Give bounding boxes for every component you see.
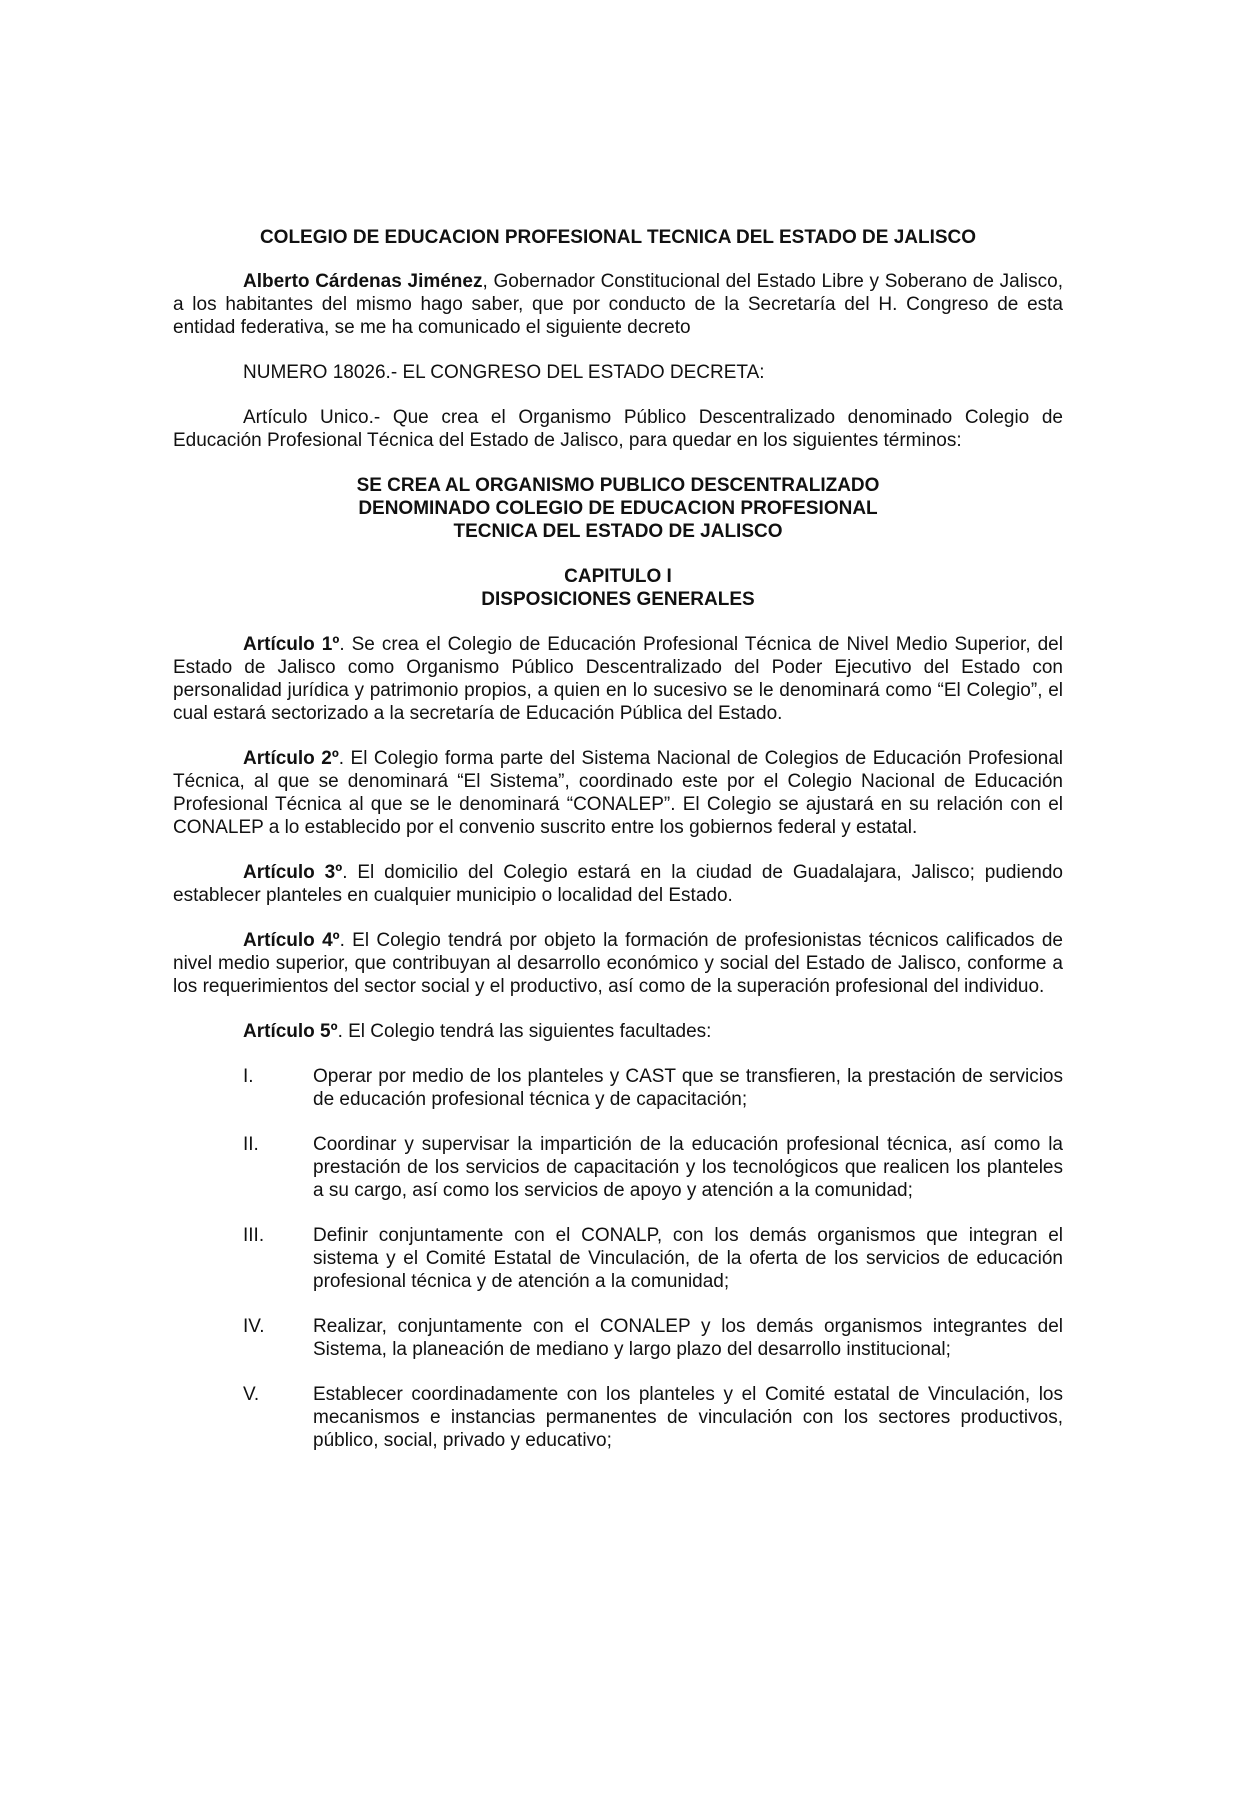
articulo-unico: Artículo Unico.- Que crea el Organismo Público Descentralizado denominado Colegio de Educación Profesional Técnica del Estado de Jalisco, para quedar en los siguientes términos: xyxy=(173,407,1063,451)
article-text: . El Colegio forma parte del Sistema Nacional de Colegios de Educación Profesional Técnica, al que se denominará “El Sistema”, coordinado este por el Colegio Nacional de Educación Profesional Técnica al que se le denominará “CONALEP”. El Colegio se ajustará en su relación con el CONALEP a lo establecido por el convenio suscrito entre los gobiernos federal y estatal. xyxy=(173,748,1063,838)
list-item xyxy=(173,1133,1063,1202)
article-2 xyxy=(173,747,1063,839)
creation-title-line: TECNICA DEL ESTADO DE JALISCO xyxy=(453,521,783,542)
article-5 xyxy=(173,1020,1063,1043)
facultades-list xyxy=(173,1065,1063,1452)
list-numeral: II. xyxy=(243,1134,259,1155)
list-numeral: IV. xyxy=(243,1316,265,1337)
list-item xyxy=(173,1224,1063,1293)
article-4 xyxy=(173,929,1063,998)
list-item xyxy=(173,1065,1063,1111)
chapter-name: DISPOSICIONES GENERALES xyxy=(481,589,755,610)
creation-title-line: DENOMINADO COLEGIO DE EDUCACION PROFESIONAL xyxy=(358,498,878,519)
governor-name: Alberto Cárdenas Jiménez xyxy=(243,271,483,292)
article-label: Artículo 1º xyxy=(243,634,340,655)
article-label: Artículo 3º xyxy=(243,862,343,883)
document-page xyxy=(173,226,1063,1474)
creation-title-line: SE CREA AL ORGANISMO PUBLICO DESCENTRALIZADO xyxy=(356,475,880,496)
chapter-number: CAPITULO I xyxy=(564,566,672,587)
list-item-text: Realizar, conjuntamente con el CONALEP y los demás organismos integrantes del Sistema, la planeación de mediano y largo plazo del desarrollo institucional; xyxy=(313,1316,1063,1360)
article-text: . El domicilio del Colegio estará en la ciudad de Guadalajara, Jalisco; pudiendo establecer planteles en cualquier municipio o localidad del Estado. xyxy=(173,862,1063,906)
article-text: . Se crea el Colegio de Educación Profesional Técnica de Nivel Medio Superior, del Estado de Jalisco como Organismo Público Descentralizado del Poder Ejecutivo del Estado con personalidad jurídica y patrimonio propios, a quien en lo sucesivo se le denominará como “El Colegio”, el cual estará sectorizado a la secretaría de Educación Pública del Estado. xyxy=(173,634,1063,724)
article-label: Artículo 5º xyxy=(243,1021,338,1042)
article-label: Artículo 2º xyxy=(243,748,339,769)
list-item-text: Operar por medio de los planteles y CAST que se transfieren, la prestación de servicios de educación profesional técnica y de capacitación; xyxy=(313,1066,1063,1110)
chapter-heading xyxy=(173,565,1063,611)
intro-paragraph xyxy=(173,270,1063,339)
article-3 xyxy=(173,861,1063,907)
article-text: . El Colegio tendrá por objeto la formación de profesionistas técnicos calificados de nivel medio superior, que contribuyan al desarrollo económico y social del Estado de Jalisco, conforme a los requerimientos del sector social y el productivo, así como de la superación profesional del individuo. xyxy=(173,930,1063,997)
intro-text: , Gobernador Constitucional del Estado Libre y Soberano de Jalisco, a los habitantes del mismo hago saber, que por conducto de la Secretaría del H. Congreso de esta entidad federativa, se me ha comunicado el siguiente decreto xyxy=(173,271,1063,338)
list-item-text: Definir conjuntamente con el CONALP, con los demás organismos que integran el sistema y el Comité Estatal de Vinculación, de la oferta de los servicios de educación profesional técnica y de atención a la comunidad; xyxy=(313,1225,1063,1292)
list-item-text: Coordinar y supervisar la impartición de la educación profesional técnica, así como la prestación de los servicios de capacitación y los tecnológicos que realicen los planteles a su cargo, así como los servicios de apoyo y atención a la comunidad; xyxy=(313,1134,1063,1201)
list-item-text: Establecer coordinadamente con los planteles y el Comité estatal de Vinculación, los mecanismos e instancias permanentes de vinculación con los sectores productivos, público, social, privado y educativo; xyxy=(313,1384,1063,1451)
article-text: . El Colegio tendrá las siguientes facultades: xyxy=(337,1021,712,1042)
list-item xyxy=(173,1383,1063,1452)
list-numeral: V. xyxy=(243,1384,260,1405)
document-heading: COLEGIO DE EDUCACION PROFESIONAL TECNICA DEL ESTADO DE JALISCO xyxy=(259,227,977,248)
article-label: Artículo 4º xyxy=(243,930,340,951)
list-numeral: III. xyxy=(243,1225,265,1246)
creation-title xyxy=(173,474,1063,543)
list-item xyxy=(173,1315,1063,1361)
list-numeral: I. xyxy=(243,1066,254,1087)
article-1 xyxy=(173,633,1063,725)
decree-number: NUMERO 18026.- EL CONGRESO DEL ESTADO DECRETA: xyxy=(243,362,765,383)
